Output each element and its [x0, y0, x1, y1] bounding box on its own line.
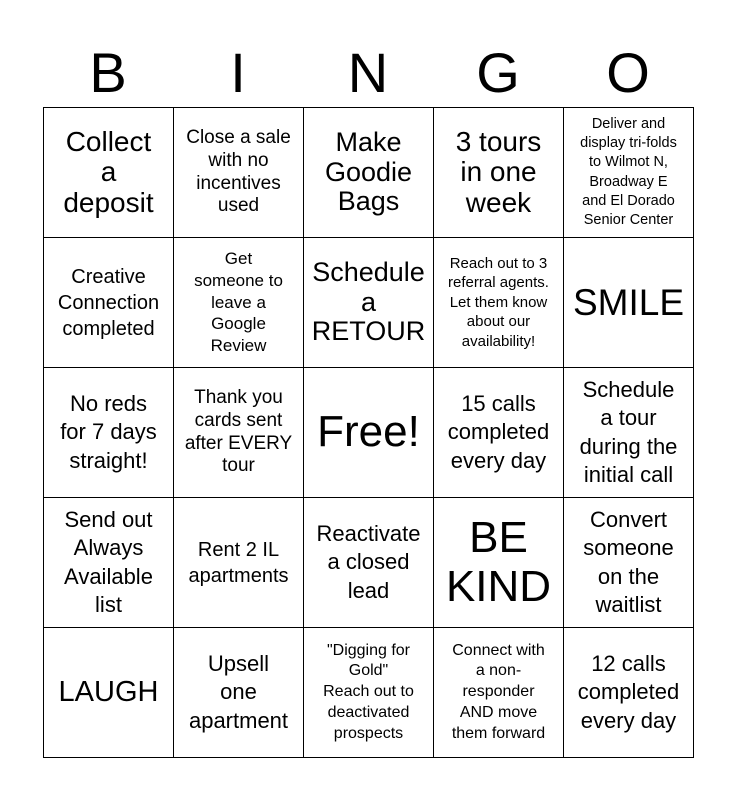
bingo-cell[interactable]	[564, 238, 694, 368]
cell-text: Thank you cards sent after EVERY tour	[184, 386, 293, 477]
cell-text: Convert someone on the waitlist	[583, 507, 674, 617]
cell-text: "Digging for Gold" Reach out to deactivated prospects	[323, 641, 414, 742]
bingo-cell[interactable]	[174, 368, 304, 498]
cell-text: Schedule a RETOUR	[311, 256, 426, 347]
cell-text: 3 tours in one week	[455, 126, 542, 218]
cell-text: Reach out to 3 referral agents. Let them know about our availability!	[448, 254, 549, 350]
cell-text: 12 calls completed every day	[577, 651, 680, 733]
cell-text: Deliver and display tri-folds to Wilmot N, Broadway E and El Dorado Senior Center	[580, 116, 677, 228]
cell-text: BE KIND	[445, 513, 552, 611]
bingo-cell[interactable]	[564, 498, 694, 628]
bingo-cell[interactable]	[304, 108, 434, 238]
bingo-cell[interactable]	[44, 238, 174, 368]
cell-text: Get someone to leave a Google Review	[194, 249, 283, 356]
bingo-cell[interactable]	[564, 108, 694, 238]
bingo-cell[interactable]	[564, 628, 694, 758]
bingo-cell[interactable]	[174, 628, 304, 758]
header-letter-g: G	[476, 41, 520, 104]
bingo-cell[interactable]	[434, 108, 564, 238]
cell-text: No reds for 7 days straight!	[60, 391, 157, 473]
header-letter-n: N	[347, 41, 389, 104]
bingo-cell[interactable]	[304, 628, 434, 758]
bingo-cell[interactable]	[434, 368, 564, 498]
bingo-cell[interactable]	[174, 238, 304, 368]
cell-text: Send out Always Available list	[64, 507, 153, 617]
bingo-cell[interactable]	[304, 238, 434, 368]
cell-text: Close a sale with no incentives used	[186, 126, 291, 217]
cell-text: 15 calls completed every day	[447, 391, 550, 473]
bingo-cell[interactable]	[44, 108, 174, 238]
cell-text: Collect a deposit	[63, 126, 154, 218]
bingo-cell[interactable]	[434, 498, 564, 628]
bingo-header	[43, 40, 693, 106]
bingo-cell[interactable]	[304, 498, 434, 628]
bingo-cell[interactable]	[44, 628, 174, 758]
bingo-cell[interactable]	[174, 108, 304, 238]
bingo-cell[interactable]	[434, 628, 564, 758]
header-letter-i: I	[230, 41, 246, 104]
header-letter-o: O	[606, 41, 650, 104]
cell-text: Connect with a non- responder AND move them forward	[451, 641, 546, 742]
cell-text: Creative Connection completed	[57, 265, 160, 340]
bingo-cell[interactable]	[174, 498, 304, 628]
bingo-cell[interactable]	[434, 238, 564, 368]
cell-text: LAUGH	[58, 676, 159, 709]
free-space[interactable]	[304, 368, 434, 498]
bingo-cell[interactable]	[564, 368, 694, 498]
cell-text: Make Goodie Bags	[324, 126, 413, 217]
header-letter-b: B	[89, 41, 127, 104]
cell-text: SMILE	[572, 281, 685, 323]
bingo-board	[43, 107, 694, 758]
free-space-label: Free!	[317, 407, 420, 457]
cell-text: Rent 2 IL apartments	[188, 538, 289, 587]
cell-text: Reactivate a closed lead	[316, 521, 421, 603]
cell-text: Upsell one apartment	[188, 651, 289, 733]
cell-text: Schedule a tour during the initial call	[579, 377, 678, 487]
bingo-cell[interactable]	[44, 368, 174, 498]
bingo-cell[interactable]	[44, 498, 174, 628]
